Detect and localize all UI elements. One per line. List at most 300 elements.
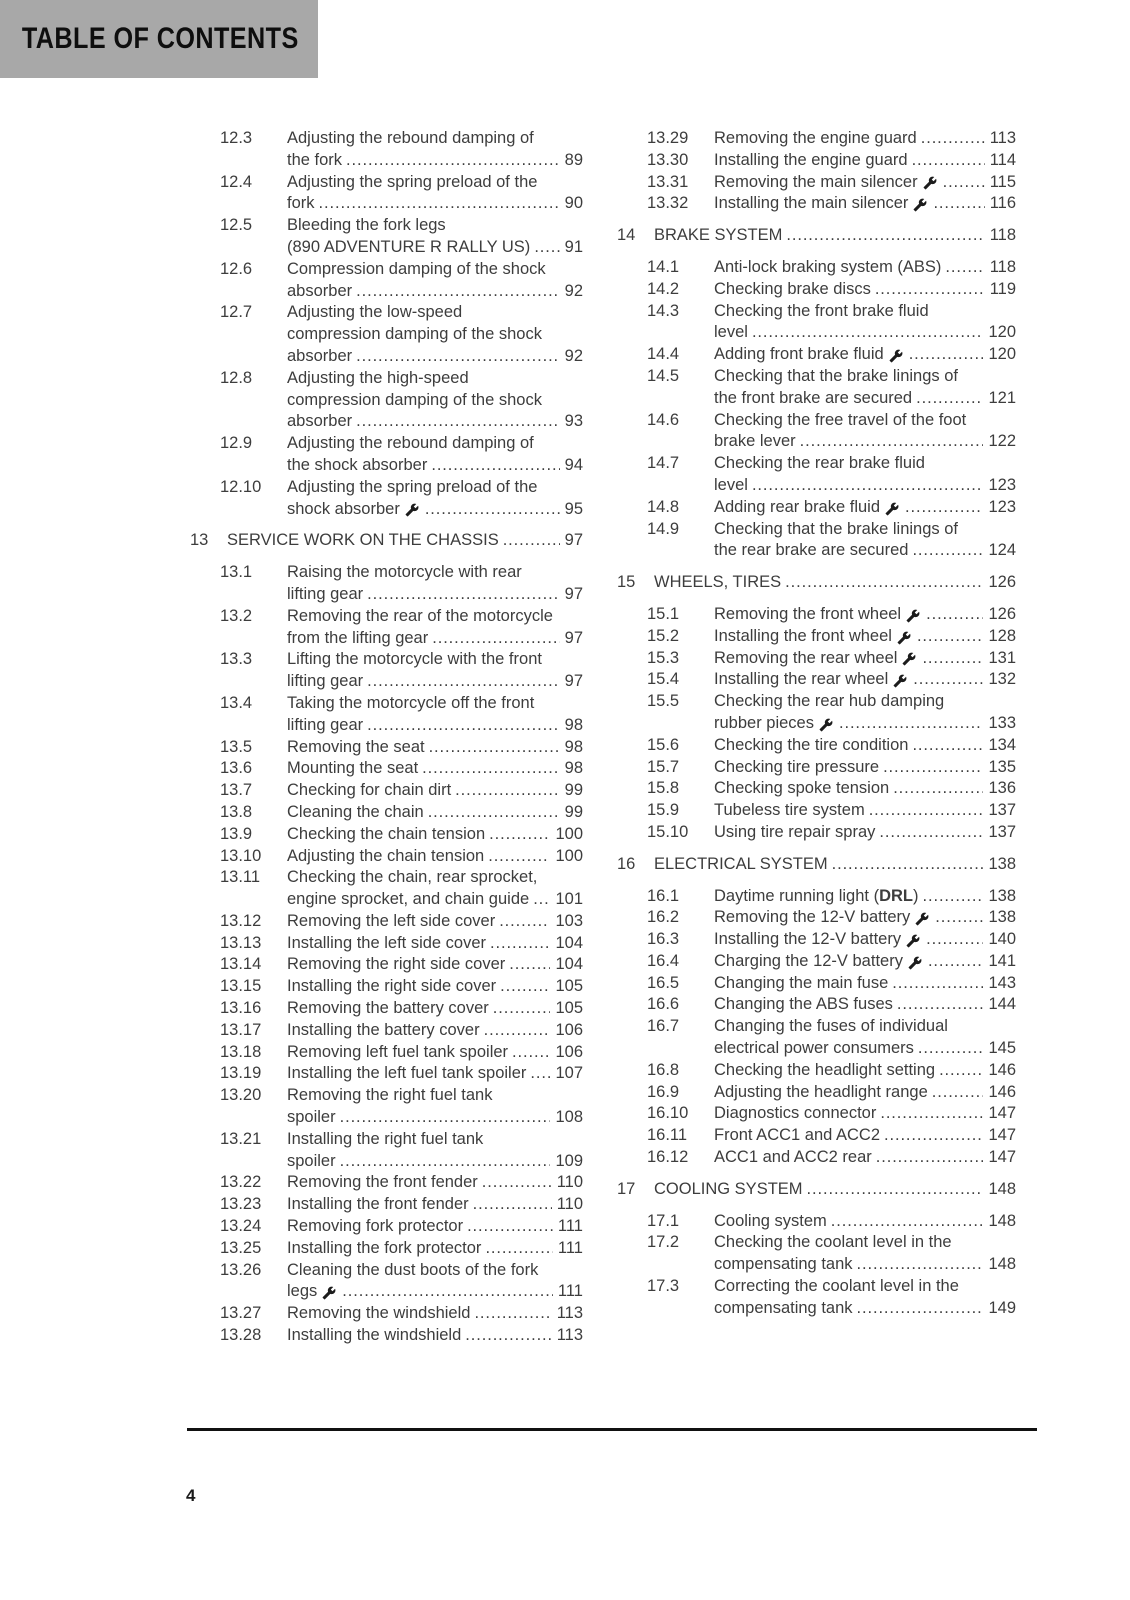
dot-leader [489, 824, 550, 846]
toc-section-entry [647, 604, 1016, 626]
wrench-icon [893, 674, 907, 688]
dot-leader [921, 128, 985, 150]
toc-entry-title: WHEELS, TIRES [654, 573, 782, 592]
toc-entry-title: from the lifting gear [287, 628, 429, 647]
toc-entry-title: BRAKE SYSTEM [654, 226, 783, 245]
toc-entry-title: Adjusting the low-speed [287, 303, 463, 322]
toc-section-entry [647, 757, 1016, 779]
toc-section-entry [220, 606, 583, 650]
toc-entry-number: 13.9 [220, 824, 253, 843]
toc-section-entry [220, 911, 583, 933]
toc-entry-number: 15.6 [647, 735, 680, 754]
dot-leader [429, 737, 560, 759]
dot-leader [926, 604, 983, 626]
toc-section-entry [220, 1303, 583, 1325]
toc-entry-number: 13.11 [220, 868, 261, 887]
wrench-icon [923, 176, 937, 190]
toc-section-entry [220, 1063, 583, 1085]
toc-entry-page: 100 [555, 824, 583, 843]
wrench-icon [906, 934, 920, 948]
toc-section-entry [220, 302, 583, 367]
wrench-icon [906, 609, 920, 623]
toc-entry-number: 13.30 [647, 150, 689, 169]
dot-leader [367, 584, 560, 606]
toc-entry-page: 147 [988, 1104, 1016, 1123]
dot-leader [488, 846, 550, 868]
toc-section-entry [647, 1232, 1016, 1276]
toc-entry-page: 89 [564, 150, 583, 169]
toc-entry-number: 13.1 [220, 563, 253, 582]
toc-entry-title: Adjusting the rebound damping of [287, 129, 534, 147]
toc-entry-title: Adjusting the rebound damping of [287, 434, 534, 453]
toc-section-entry [220, 128, 583, 172]
toc-entry-page: 97 [564, 672, 583, 691]
toc-entry-number: 13.16 [220, 999, 262, 1018]
toc-entry-page: 124 [988, 541, 1016, 560]
toc-entry-title: spoiler [287, 1108, 336, 1127]
dot-leader [530, 1063, 550, 1085]
dot-leader [484, 1020, 551, 1042]
toc-entry-page: 138 [988, 854, 1016, 873]
toc-chapter-entry [190, 530, 583, 552]
dot-leader [875, 279, 985, 301]
toc-entry-number: 13.25 [220, 1238, 262, 1257]
dot-leader [432, 628, 559, 650]
toc-entry-title: Taking the motorcycle off the front [287, 693, 535, 712]
dot-leader [512, 1042, 550, 1064]
dot-leader [926, 929, 983, 951]
dot-leader [932, 1082, 984, 1104]
toc-entry-title: level [714, 323, 748, 342]
toc-section-entry [220, 998, 583, 1020]
toc-entry-number: 17.3 [647, 1277, 680, 1296]
toc-entry-number: 15.9 [647, 801, 680, 820]
dot-leader [455, 780, 559, 802]
toc-entry-title: Installing the fork protector [287, 1238, 482, 1257]
toc-column-right [617, 128, 1016, 1347]
toc-entry-page: 91 [564, 237, 583, 256]
toc-section-entry [647, 648, 1016, 670]
dot-leader [939, 1060, 983, 1082]
wrench-icon [897, 631, 911, 645]
toc-entry-title: Installing the rear wheel [714, 670, 889, 689]
dot-leader [752, 322, 984, 344]
toc-section-entry [220, 368, 583, 433]
toc-entry-page: 144 [988, 995, 1016, 1014]
toc-section-entry [220, 933, 583, 955]
dot-leader [880, 1103, 983, 1125]
toc-entry-title: level [714, 475, 748, 494]
wrench-icon [902, 652, 916, 666]
toc-entry-page: 120 [988, 345, 1016, 364]
toc-entry-number: 15 [617, 573, 636, 592]
toc-entry-title: absorber [287, 346, 353, 365]
toc-entry-number: 13 [190, 531, 209, 550]
toc-entry-number: 14.7 [647, 454, 680, 473]
toc-entry-number: 13.18 [220, 1042, 262, 1061]
toc-entry-page: 113 [989, 129, 1016, 147]
toc-chapter-entry [617, 225, 1016, 247]
toc-entry-page: 97 [564, 584, 583, 603]
dot-leader [428, 802, 560, 824]
toc-entry-number: 16.2 [647, 908, 680, 927]
toc-section-entry [647, 193, 1016, 215]
toc-entry-page: 106 [555, 1020, 583, 1039]
toc-entry-number: 13.28 [220, 1326, 262, 1345]
toc-entry-page: 104 [555, 955, 583, 974]
dot-leader [346, 150, 560, 172]
footer-page-number: 4 [186, 1486, 196, 1505]
toc-entry-page: 149 [988, 1298, 1016, 1317]
toc-entry-title: Daytime running light (DRL) [714, 886, 919, 905]
toc-entry-page: 95 [564, 499, 583, 518]
toc-entry-number: 13.24 [220, 1217, 262, 1236]
toc-entry-page: 148 [988, 1179, 1016, 1198]
toc-entry-title: Adding rear brake fluid [714, 497, 881, 516]
toc-section-entry [220, 477, 583, 521]
toc-entry-title: Mounting the seat [287, 759, 419, 778]
toc-entry-title: Cooling system [714, 1211, 827, 1230]
toc-entry-number: 13.31 [647, 172, 689, 191]
toc-entry-title: Checking the tire condition [714, 735, 909, 754]
dot-leader [884, 1125, 983, 1147]
dot-leader [482, 1172, 552, 1194]
toc-entry-title: Front ACC1 and ACC2 [714, 1126, 880, 1145]
toc-entry-title: Installing the main silencer [714, 194, 909, 213]
toc-section-entry [647, 128, 1016, 150]
toc-section-entry [647, 626, 1016, 648]
toc-section-entry [647, 497, 1016, 519]
toc-entry-page: 137 [988, 822, 1016, 841]
toc-entry-number: 13.2 [220, 606, 253, 625]
toc-entry-number: 13.5 [220, 737, 253, 756]
toc-entry-number: 16.11 [647, 1126, 688, 1145]
toc-section-entry [647, 973, 1016, 995]
toc-entry-title: Installing the front fender [287, 1195, 469, 1214]
toc-section-entry [220, 737, 583, 759]
toc-entry-title: Cleaning the chain [287, 802, 424, 821]
toc-entry-number: 16.12 [647, 1148, 689, 1167]
toc-section-entry [220, 758, 583, 780]
toc-entry-number: 14.9 [647, 519, 680, 538]
toc-section-entry [647, 279, 1016, 301]
toc-entry-page: 128 [988, 626, 1016, 645]
toc-section-entry [647, 344, 1016, 366]
toc-section-entry [220, 693, 583, 737]
dot-leader [499, 911, 550, 933]
toc-entry-title: Cleaning the dust boots of the fork [287, 1260, 539, 1279]
toc-entry-number: 14.5 [647, 366, 680, 385]
toc-entry-page: 147 [988, 1126, 1016, 1145]
toc-entry-page: 113 [556, 1304, 583, 1323]
dot-leader [356, 411, 560, 433]
toc-entry-page: 146 [988, 1060, 1016, 1079]
toc-entry-number: 16.9 [647, 1082, 680, 1101]
toc-entry-title: Checking the front brake fluid [714, 301, 929, 320]
toc-section-entry [647, 453, 1016, 497]
toc-entry-title: the rear brake are secured [714, 541, 909, 560]
toc-entry-title: Checking that the brake linings of [714, 519, 958, 538]
toc-section-entry [647, 366, 1016, 410]
dot-leader [533, 889, 550, 911]
toc-entry-page: 110 [556, 1195, 583, 1214]
toc-entry-title: electrical power consumers [714, 1039, 914, 1058]
toc-entry-page: 147 [988, 1148, 1016, 1167]
toc-entry-page: 137 [988, 801, 1016, 820]
dot-leader [356, 346, 560, 368]
dot-leader [367, 715, 560, 737]
toc-entry-number: 12.6 [220, 259, 253, 278]
toc-entry-number: 12.10 [220, 477, 262, 496]
toc-entry-number: 13.27 [220, 1304, 262, 1323]
toc-section-entry [220, 1129, 583, 1173]
toc-section-entry [647, 994, 1016, 1016]
toc-entry-page: 135 [988, 757, 1016, 776]
toc-entry-title: Removing the rear wheel [714, 648, 898, 667]
toc-chapter-entry [617, 854, 1016, 876]
toc-columns [190, 128, 1016, 1347]
page-header-band [0, 0, 318, 78]
dot-leader [893, 778, 983, 800]
toc-section-entry [220, 172, 583, 216]
toc-section-entry [647, 1125, 1016, 1147]
toc-section-entry [220, 867, 583, 911]
toc-entry-number: 13.29 [647, 129, 689, 147]
dot-leader [342, 1281, 553, 1303]
toc-entry-title: lifting gear [287, 715, 364, 734]
dot-leader [905, 497, 983, 519]
dot-leader [807, 1179, 984, 1201]
toc-entry-number: 13.3 [220, 650, 253, 669]
toc-entry-number: 17 [617, 1179, 636, 1198]
dot-leader [857, 1254, 984, 1276]
toc-entry-title: absorber [287, 412, 353, 431]
toc-section-entry [647, 301, 1016, 345]
dot-leader [474, 1303, 551, 1325]
toc-entry-title: Checking the chain, rear sprocket, [287, 868, 538, 887]
toc-entry-number: 13.4 [220, 693, 253, 712]
toc-entry-number: 14.6 [647, 410, 680, 429]
toc-entry-title: Removing fork protector [287, 1217, 464, 1236]
toc-section-entry [647, 1211, 1016, 1233]
toc-entry-page: 145 [988, 1039, 1016, 1058]
toc-entry-title: Removing the left side cover [287, 911, 496, 930]
toc-entry-number: 12.9 [220, 434, 253, 453]
dot-leader [909, 344, 984, 366]
toc-entry-number: 15.8 [647, 779, 680, 798]
toc-entry-title: Removing the front fender [287, 1173, 478, 1192]
toc-entry-page: 132 [988, 670, 1016, 689]
dot-leader [319, 193, 560, 215]
toc-entry-title: ELECTRICAL SYSTEM [654, 854, 828, 873]
dot-leader [425, 499, 560, 521]
toc-section-entry [220, 1020, 583, 1042]
toc-entry-page: 140 [988, 930, 1016, 949]
dot-leader [839, 713, 983, 735]
toc-entry-title: Removing the battery cover [287, 999, 489, 1018]
dot-leader [917, 626, 984, 648]
dot-leader [831, 1211, 984, 1233]
toc-entry-title: Tubeless tire system [714, 801, 865, 820]
dot-leader [879, 822, 983, 844]
toc-entry-title: compression damping of the shock [287, 390, 542, 409]
toc-entry-page: 141 [988, 951, 1016, 970]
toc-entry-title: rubber pieces [714, 713, 814, 732]
toc-entry-title: Removing the seat [287, 737, 425, 756]
toc-entry-title: Installing the 12-V battery [714, 930, 902, 949]
dot-leader [916, 388, 983, 410]
toc-entry-number: 15.2 [647, 626, 680, 645]
toc-entry-page: 104 [555, 933, 583, 952]
toc-entry-title: Removing the main silencer [714, 172, 918, 191]
toc-entry-page: 134 [988, 735, 1016, 754]
toc-entry-page: 138 [988, 908, 1016, 927]
toc-entry-page: 111 [557, 1217, 583, 1236]
toc-entry-number: 14.1 [647, 257, 680, 276]
toc-section-entry [220, 649, 583, 693]
dot-leader [356, 281, 560, 303]
dot-leader [367, 671, 560, 693]
toc-entry-number: 13.12 [220, 911, 262, 930]
toc-section-entry [220, 846, 583, 868]
toc-entry-number: 13.22 [220, 1173, 262, 1192]
dot-leader [490, 933, 550, 955]
dot-leader [923, 886, 984, 908]
toc-section-entry [220, 1325, 583, 1347]
toc-section-entry [647, 669, 1016, 691]
toc-entry-page: 110 [556, 1173, 583, 1192]
dot-leader [918, 1038, 984, 1060]
toc-entry-page: 146 [988, 1082, 1016, 1101]
dot-leader [869, 800, 984, 822]
toc-section-entry [220, 215, 583, 259]
dot-leader [467, 1216, 553, 1238]
toc-entry-title: Removing the right side cover [287, 955, 506, 974]
toc-entry-title: brake lever [714, 432, 796, 451]
toc-entry-title: shock absorber [287, 499, 400, 518]
toc-entry-number: 13.6 [220, 759, 253, 778]
toc-entry-number: 14.8 [647, 497, 680, 516]
toc-entry-number: 15.5 [647, 692, 680, 711]
toc-entry-title: compensating tank [714, 1298, 853, 1317]
toc-entry-title: Adjusting the chain tension [287, 846, 485, 865]
toc-section-entry [220, 1260, 583, 1304]
toc-entry-number: 15.10 [647, 822, 689, 841]
toc-entry-title: Raising the motorcycle with rear [287, 563, 522, 582]
toc-entry-title: Removing left fuel tank spoiler [287, 1042, 509, 1061]
dot-leader [922, 648, 983, 670]
toc-section-entry [647, 778, 1016, 800]
toc-section-entry [220, 1194, 583, 1216]
toc-entry-page: 123 [988, 497, 1016, 516]
toc-entry-number: 17.2 [647, 1233, 680, 1252]
toc-entry-title: Checking the chain tension [287, 824, 486, 843]
toc-entry-page: 126 [988, 573, 1016, 592]
toc-section-entry [647, 410, 1016, 454]
toc-entry-title: Installing the engine guard [714, 150, 908, 169]
toc-entry-title: Diagnostics connector [714, 1104, 877, 1123]
dot-leader [883, 757, 983, 779]
toc-entry-title: Checking the free travel of the foot [714, 410, 967, 429]
toc-entry-number: 16.6 [647, 995, 680, 1014]
toc-section-entry [647, 257, 1016, 279]
toc-section-entry [220, 780, 583, 802]
toc-section-entry [220, 259, 583, 303]
toc-entry-title: Removing the 12-V battery [714, 908, 911, 927]
toc-entry-title: Checking the headlight setting [714, 1060, 936, 1079]
toc-entry-page: 100 [555, 846, 583, 865]
toc-entry-page: 121 [988, 388, 1016, 407]
toc-entry-page: 131 [988, 648, 1016, 667]
toc-entry-title: Adjusting the spring preload of the [287, 477, 538, 496]
toc-entry-title: Checking the rear brake fluid [714, 454, 925, 473]
toc-entry-title: Installing the left fuel tank spoiler [287, 1064, 527, 1083]
toc-section-entry [647, 172, 1016, 194]
toc-entry-number: 13.8 [220, 802, 253, 821]
toc-section-entry [647, 886, 1016, 908]
toc-entry-page: 148 [988, 1255, 1016, 1274]
toc-entry-title: Installing the right fuel tank [287, 1129, 484, 1148]
toc-entry-number: 16.4 [647, 951, 680, 970]
toc-entry-title: (890 ADVENTURE R RALLY US) [287, 237, 531, 256]
toc-entry-number: 12.3 [220, 129, 253, 147]
toc-entry-title: Anti-lock braking system (ABS) [714, 257, 942, 276]
toc-entry-page: 136 [988, 779, 1016, 798]
dot-leader [473, 1194, 552, 1216]
dot-leader [912, 150, 985, 172]
toc-entry-number: 15.1 [647, 604, 680, 623]
toc-entry-number: 14 [617, 226, 636, 245]
page-title: TABLE OF CONTENTS [21, 22, 299, 55]
toc-entry-number: 16.3 [647, 930, 680, 949]
toc-entry-number: 14.3 [647, 301, 680, 320]
toc-entry-title: fork [287, 194, 315, 213]
toc-entry-page: 122 [988, 432, 1016, 451]
dot-leader [500, 976, 550, 998]
toc-entry-title: the shock absorber [287, 455, 428, 474]
toc-entry-number: 13.21 [220, 1129, 262, 1148]
toc-entry-page: 107 [555, 1064, 583, 1083]
toc-entry-title: Correcting the coolant level in the [714, 1277, 959, 1296]
toc-entry-title: Adjusting the high-speed [287, 368, 469, 387]
toc-entry-page: 108 [555, 1108, 583, 1127]
toc-chapter-entry [617, 1179, 1016, 1201]
dot-leader [493, 998, 551, 1020]
toc-entry-page: 143 [988, 973, 1016, 992]
toc-entry-title: Checking tire pressure [714, 757, 880, 776]
wrench-icon [889, 349, 903, 363]
toc-entry-title: Installing the windshield [287, 1326, 462, 1345]
toc-entry-number: 13.10 [220, 846, 262, 865]
toc-entry-number: 13.7 [220, 781, 253, 800]
toc-entry-title: lifting gear [287, 584, 364, 603]
toc-entry-title: Removing the rear of the motorcycle [287, 606, 553, 625]
toc-entry-page: 126 [988, 604, 1016, 623]
toc-entry-page: 118 [989, 257, 1016, 276]
toc-entry-page: 90 [564, 194, 583, 213]
dot-leader [485, 1238, 552, 1260]
toc-section-entry [220, 802, 583, 824]
toc-entry-number: 13.17 [220, 1020, 262, 1039]
toc-entry-page: 148 [988, 1211, 1016, 1230]
toc-section-entry [647, 1082, 1016, 1104]
toc-entry-title: absorber [287, 281, 353, 300]
toc-entry-title: Installing the right side cover [287, 977, 497, 996]
toc-entry-page: 133 [988, 713, 1016, 732]
toc-entry-title: Compression damping of the shock [287, 259, 546, 278]
toc-entry-number: 16.8 [647, 1060, 680, 1079]
dot-leader [935, 907, 983, 929]
